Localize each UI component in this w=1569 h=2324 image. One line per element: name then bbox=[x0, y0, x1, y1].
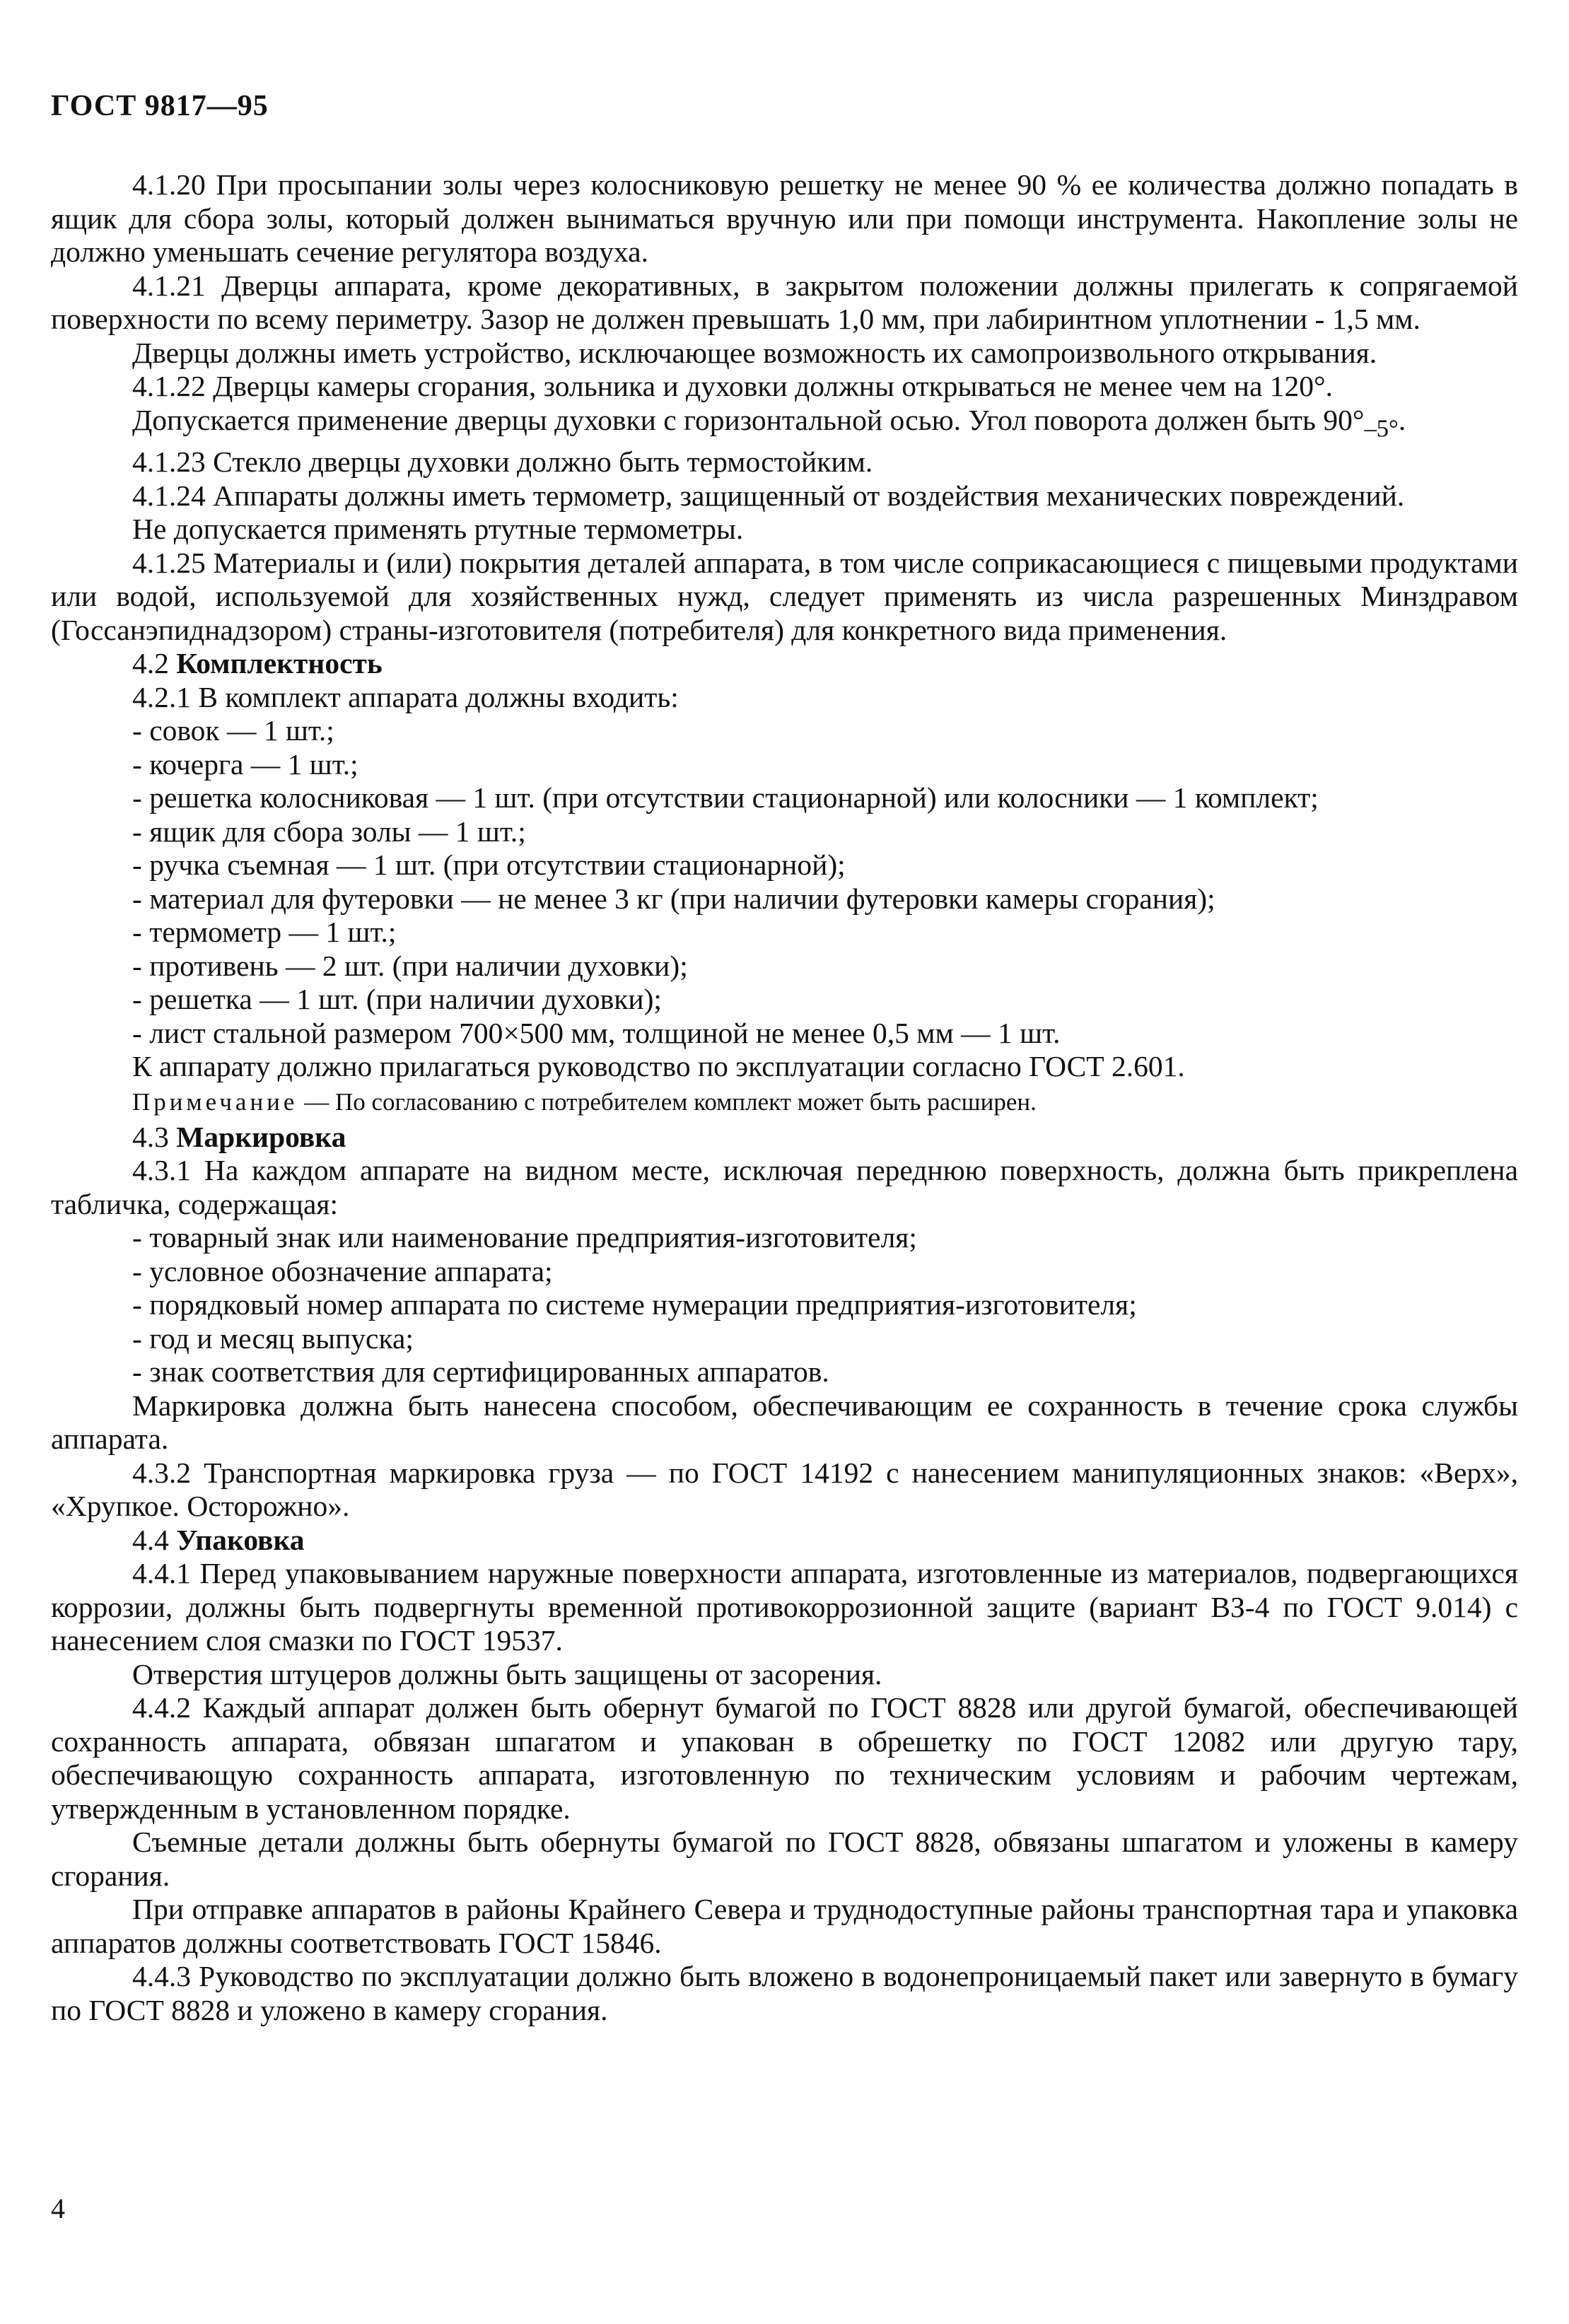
list-item: - ящик для сбора золы — 1 шт.; bbox=[132, 814, 526, 848]
clause-4-1-22-text: Допускается применение дверцы духовки с горизонтальной осью. Угол поворота должен быть 90° bbox=[132, 403, 1365, 436]
list-item: - кочерга — 1 шт.; bbox=[132, 747, 358, 781]
note bbox=[51, 1084, 1518, 1121]
list-item: - противень — 2 шт. (при наличии духовки); bbox=[132, 949, 688, 982]
note-text: — По согласованию с потребителем комплект может быть расширен. bbox=[298, 1087, 1037, 1116]
list-item: - условное обозначение аппарата; bbox=[132, 1254, 553, 1287]
section-title: Комплектность bbox=[176, 647, 383, 680]
clause-4-1-22: 4.1.22 Дверцы камеры сгорания, зольника и духовки должны открываться не менее чем на 120°. bbox=[132, 370, 1333, 402]
list-item: - решетка колосниковая — 1 шт. (при отсутствии стационарной) или колосники — 1 комплект; bbox=[132, 781, 1319, 814]
note-label: Примечание bbox=[132, 1087, 298, 1116]
clause-4-1-22-paragraph bbox=[51, 404, 1518, 446]
clause-4-3-1-paragraph: Маркировка должна быть нанесена способом, обеспечивающим ее сохранность в течение срока службы аппарата. bbox=[51, 1389, 1518, 1456]
clause-4-4-2: 4.4.2 Каждый аппарат должен быть обернут бумагой по ГОСТ 8828 или другой бумагой, обеспечивающей сохранность аппарата, обвязан шпагатом и упакован в обрешетку по ГОСТ 12082 или другую тару, обеспечивающую сохранность аппарата, изготовленную по техническим условиям и рабочим чертежам, утвержденным в установленном порядке. bbox=[51, 1691, 1518, 1825]
list-item: - решетка — 1 шт. (при наличии духовки); bbox=[132, 983, 662, 1016]
list-item: - ручка съемная — 1 шт. (при отсутствии стационарной); bbox=[132, 848, 846, 882]
list-item: - совок — 1 шт.; bbox=[132, 714, 334, 747]
clause-4-1-24-paragraph: Не допускается применять ртутные термометры. bbox=[132, 513, 744, 546]
list-item: - год и месяц выпуска; bbox=[132, 1321, 414, 1355]
standard-title: ГОСТ 9817—95 bbox=[51, 90, 269, 122]
clause-4-4-2-paragraph-2: При отправке аппаратов в районы Крайнего Севера и труднодоступные районы транспортная тара и упаковка аппаратов должны соответствовать ГОСТ 15846. bbox=[51, 1893, 1518, 1959]
clause-4-1-25: 4.1.25 Материалы и (или) покрытия деталей аппарата, в том числе соприкасающиеся с пищевыми продуктами или водой, используемой для хозяйственных нужд, следует применять из числа разрешенных Минздравом (Госсанэпиднадзором) страны-изготовителя (потребителя) для конкретного вида применения. bbox=[51, 546, 1518, 646]
list-item: - термометр — 1 шт.; bbox=[132, 916, 397, 949]
list-item: - лист стальной размером 700×500 мм, толщиной не менее 0,5 мм — 1 шт. bbox=[132, 1016, 1061, 1049]
clause-4-4-3: 4.4.3 Руководство по эксплуатации должно быть вложено в водонепроницаемый пакет или завернуто в бумагу по ГОСТ 8828 и уложено в камеру сгорания. bbox=[51, 1960, 1518, 2026]
list-item: - товарный знак или наименование предприятия-изготовителя; bbox=[132, 1221, 917, 1254]
clause-4-1-24: 4.1.24 Аппараты должны иметь термометр, защищенный от воздействия механических повреждений. bbox=[132, 479, 1405, 512]
clause-4-3-1: 4.3.1 На каждом аппарате на видном месте, исключая переднюю поверхность, должна быть прикреплена табличка, содержащая: bbox=[51, 1154, 1518, 1220]
section-number: 4.3 bbox=[132, 1120, 169, 1153]
page-number: 4 bbox=[51, 2192, 65, 2224]
clause-4-3-2: 4.3.2 Транспортная маркировка груза — по ГОСТ 14192 с нанесением манипуляционных знаков: «Верх», «Хрупкое. Осторожно». bbox=[51, 1456, 1518, 1523]
list-item: - порядковый номер аппарата по системе нумерации предприятия-изготовителя; bbox=[132, 1288, 1137, 1321]
kit-list bbox=[51, 714, 1518, 1050]
clause-4-2-1-paragraph: К аппарату должно прилагаться руководство по эксплуатации согласно ГОСТ 2.601. bbox=[132, 1050, 1185, 1083]
clause-4-2-1: 4.2.1 В комплект аппарата должны входить: bbox=[132, 680, 679, 713]
clause-4-1-20: 4.1.20 При просыпании золы через колосниковую решетку не менее 90 % ее количества должно попадать в ящик для сбора золы, который должен выниматься вручную или при помощи инструмента. Накопление золы не должно уменьшать сечение регулятора воздуха. bbox=[51, 168, 1518, 268]
list-item: - знак соответствия для сертифицированных аппаратов. bbox=[132, 1355, 829, 1389]
section-title: Маркировка bbox=[176, 1120, 346, 1153]
clause-4-1-22-end: . bbox=[1398, 403, 1406, 436]
marking-list bbox=[51, 1221, 1518, 1389]
clause-4-1-23: 4.1.23 Стекло дверцы духовки должно быть термостойким. bbox=[132, 445, 873, 479]
section-heading-4-3 bbox=[51, 1121, 1518, 1155]
section-number: 4.4 bbox=[132, 1523, 169, 1556]
section-title: Упаковка bbox=[176, 1523, 305, 1556]
clause-4-1-21-paragraph: Дверцы должны иметь устройство, исключающее возможность их самопроизвольного открывания. bbox=[132, 336, 1377, 369]
section-heading-4-2 bbox=[51, 647, 1518, 681]
angle-tolerance: –5° bbox=[1364, 414, 1399, 442]
document-body bbox=[51, 168, 1518, 2027]
clause-4-4-1-paragraph: Отверстия штуцеров должны быть защищены от засорения. bbox=[132, 1657, 882, 1691]
clause-4-1-21: 4.1.21 Дверцы аппарата, кроме декоративных, в закрытом положении должны прилегать к сопрягаемой поверхности по всему периметру. Зазор не должен превышать 1,0 мм, при лабиринтном уплотнении - 1,5 мм. bbox=[51, 269, 1518, 335]
list-item: - материал для футеровки — не менее 3 кг (при наличии футеровки камеры сгорания); bbox=[132, 882, 1215, 915]
section-heading-4-4 bbox=[51, 1524, 1518, 1558]
clause-4-4-1: 4.4.1 Перед упаковыванием наружные поверхности аппарата, изготовленные из материалов, подвергающихся коррозии, должны быть подвергнуты временной противокоррозионной защите (вариант ВЗ-4 по ГОСТ 9.014) с нанесением слоя смазки по ГОСТ 19537. bbox=[51, 1557, 1518, 1657]
section-number: 4.2 bbox=[132, 647, 169, 680]
clause-4-4-2-paragraph: Съемные детали должны быть обернуты бумагой по ГОСТ 8828, обвязаны шпагатом и уложены в камеру сгорания. bbox=[51, 1826, 1518, 1892]
